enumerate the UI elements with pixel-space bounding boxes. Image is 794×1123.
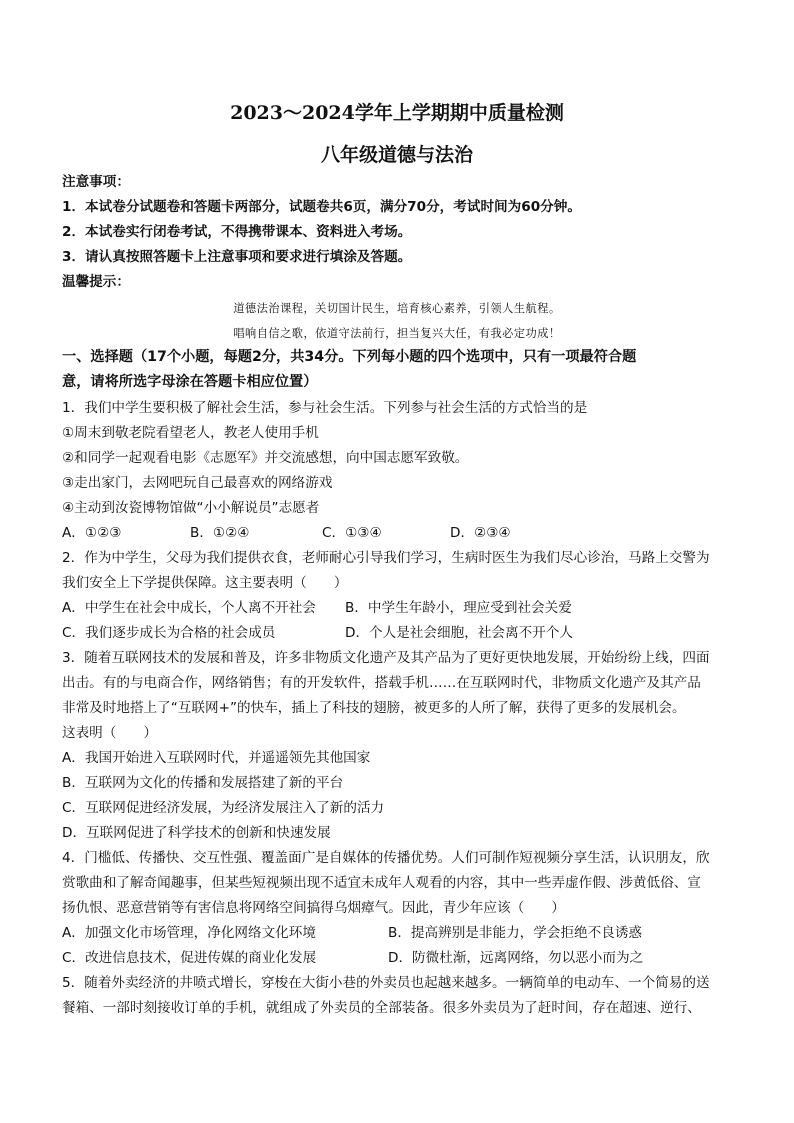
tips-line-2: 唱响自信之歌，依道守法前行，担当复兴大任，有我必定功成！ bbox=[233, 327, 561, 340]
q4-stem-line-1: 4．门槛低、传播快、交互性强、覆盖面广是自媒体的传播优势。人们可制作短视频分享生活，认识朋友，欣 bbox=[62, 850, 710, 866]
q3-stem-line-1: 3．随着互联网技术的发展和普及，许多非物质文化遗产及其产品为了更好更快地发展，开始纷纷上线，四面 bbox=[62, 650, 710, 666]
q4-option-d: D．防微杜渐，远离网络，勿以恶小而为之 bbox=[388, 950, 644, 966]
q2-stem-line-1: 2．作为中学生，父母为我们提供衣食，老师耐心引导我们学习，生病时医生为我们尽心诊治，马路上交警为 bbox=[62, 550, 710, 566]
tips-heading: 温馨提示： bbox=[62, 274, 130, 290]
q2-option-c: C．我们逐步成长为合格的社会成员 bbox=[62, 625, 276, 641]
q4-option-b: B．提高辨别是非能力，学会拒绝不良诱惑 bbox=[388, 925, 643, 941]
notice-heading: 注意事项： bbox=[62, 174, 130, 190]
q1-item-3: ③走出家门，去网吧玩自己最喜欢的网络游戏 bbox=[62, 475, 333, 491]
notice-item-1: 1．本试卷分试题卷和答题卡两部分，试题卷共6页，满分70分，考试时间为60分钟。 bbox=[62, 199, 581, 215]
q1-item-4: ④主动到汝瓷博物馆做“小小解说员”志愿者 bbox=[62, 500, 320, 516]
q2-option-b: B．中学生年龄小，理应受到社会关爱 bbox=[345, 600, 572, 616]
q3-option-b: B．互联网为文化的传播和发展搭建了新的平台 bbox=[62, 775, 344, 791]
q5-stem-line-2: 餐箱、一部时刻接收订单的手机，就组成了外卖员的全部装备。很多外卖员为了赶时间，存在超速、逆行、 bbox=[62, 1000, 701, 1016]
q3-option-a: A．我国开始进入互联网时代，并遥遥领先其他国家 bbox=[62, 750, 371, 766]
q2-stem-line-2: 我们安全上下学提供保障。这主要表明（ ） bbox=[62, 575, 348, 591]
notice-item-2: 2．本试卷实行闭卷考试，不得携带课本、资料进入考场。 bbox=[62, 224, 412, 240]
q3-stem-line-4: 这表明（ ） bbox=[62, 725, 158, 741]
q3-option-d: D．互联网促进了科学技术的创新和快速发展 bbox=[62, 825, 331, 841]
q3-stem-line-2: 出击。有的与电商合作，网络销售；有的开发软件，搭载手机……在互联网时代，非物质文化遗产及其产品 bbox=[62, 675, 701, 691]
q1-option-b: B．①②④ bbox=[190, 525, 250, 541]
q4-stem-line-2: 赏歌曲和了解奇闻趣事，但某些短视频出现不适宜未成年人观看的内容，其中一些弄虚作假、涉黄低俗、宣 bbox=[62, 875, 701, 891]
notice-item-3: 3．请认真按照答题卡上注意事项和要求进行填涂及答题。 bbox=[62, 249, 412, 265]
q5-stem-line-1: 5．随着外卖经济的井喷式增长，穿梭在大街小巷的外卖员也起越来越多。一辆简单的电动车、一个简易的送 bbox=[62, 975, 710, 991]
q3-stem-line-3: 非常及时地搭上了“互联网+”的快车，插上了科技的翅膀，被更多的人所了解，获得了更多的发展机会。 bbox=[62, 700, 686, 716]
q3-option-c: C．互联网促进经济发展，为经济发展注入了新的活力 bbox=[62, 800, 385, 816]
exam-title: 2023～2024学年上学期期中质量检测 bbox=[230, 102, 564, 124]
q1-item-2: ②和同学一起观看电影《志愿军》并交流感想，向中国志愿军致敬。 bbox=[62, 450, 469, 466]
q1-option-c: C．①③④ bbox=[322, 525, 382, 541]
tips-line-1: 道德法治课程，关切国计民生，培育核心素养，引领人生航程。 bbox=[233, 302, 561, 315]
exam-subject: 八年级道德与法治 bbox=[320, 144, 473, 166]
section-heading-line-2: 意，请将所选字母涂在答题卡相应位置） bbox=[62, 374, 318, 390]
q1-option-a: A．①②③ bbox=[62, 525, 122, 541]
q1-stem: 1．我们中学生要积极了解社会生活，参与社会生活。下列参与社会生活的方式恰当的是 bbox=[62, 400, 588, 416]
q4-option-a: A．加强文化市场管理，净化网络文化环境 bbox=[62, 925, 316, 941]
q2-option-a: A．中学生在社会中成长，个人离不开社会 bbox=[62, 600, 316, 616]
section-heading-line-1: 一、选择题（17个小题，每题2分，共34分。下列每小题的四个选项中，只有一项最符合题 bbox=[62, 349, 637, 365]
q4-option-c: C．改进信息技术，促进传媒的商业化发展 bbox=[62, 950, 317, 966]
q1-option-d: D．②③④ bbox=[450, 525, 511, 541]
q2-option-d: D．个人是社会细胞，社会离不开个人 bbox=[345, 625, 573, 641]
q4-stem-line-3: 扬仇恨、恶意营销等有害信息将网络空间搞得乌烟瘴气。因此，青少年应该（ ） bbox=[62, 900, 565, 916]
q1-item-1: ①周末到敬老院看望老人，教老人使用手机 bbox=[62, 425, 319, 441]
